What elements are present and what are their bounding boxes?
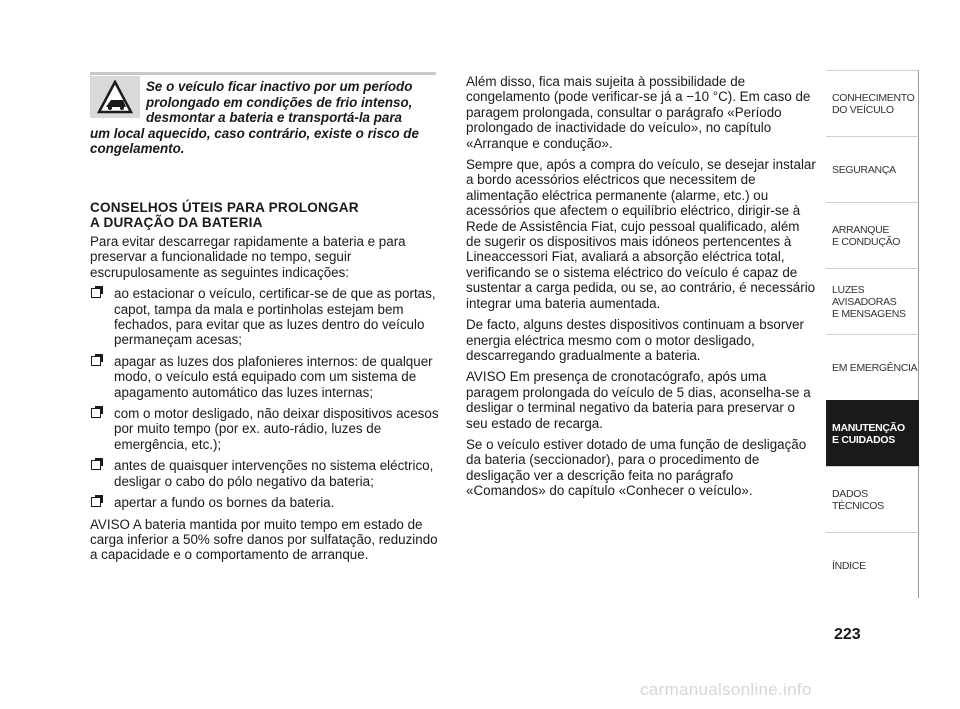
paragraph: Além disso, fica mais sujeita à possibilidade de congelamento (pode verificar-se já a −10 °C). Em caso de paragem prolongada, consultar o parágrafo «Período prolongado de inactividade do veículo», no capítulo «Arranque e condução». [466, 74, 811, 151]
heading-line-2: A DURAÇÃO DA BATERIA [90, 215, 263, 230]
list-item: ao estacionar o veículo, certificar-se de que as portas, capot, tampa da mala e portinholas estejam bem fechados, para evitar que as luzes dentro do veículo permaneçam acesas; [90, 286, 440, 348]
top-divider [90, 72, 436, 75]
section-heading [90, 200, 440, 230]
checkbox-bullet-icon [91, 497, 101, 507]
intro-paragraph: Para evitar descarregar rapidamente a bateria e para preservar a funcionalidade no tempo, seguir escrupulosamente as seguintes indicações: [90, 234, 406, 280]
paragraph: De facto, alguns destes dispositivos continuam a bsorver energia eléctrica mesmo com o motor desligado, descarregando gradualmente a bateria. [466, 317, 804, 363]
paragraph: AVISO Em presença de cronotacógrafo, após uma paragem prolongada do veículo de 5 dias, aconselha-se a desligar o terminal negativo da bateria para preservar o seu estado de recarga. [466, 369, 811, 431]
watermark: carmanualsonline.info [640, 680, 812, 699]
warning-text [90, 79, 440, 157]
tab-indice[interactable]: ÍNDICE [826, 532, 919, 598]
page-number: 223 [834, 626, 861, 643]
tab-luzes[interactable]: LUZES AVISADORAS E MENSAGENS [826, 268, 919, 334]
tab-manutencao[interactable]: MANUTENÇÃO E CUIDADOS [826, 400, 919, 466]
tab-dados[interactable]: DADOS TÉCNICOS [826, 466, 919, 532]
paragraph: Sempre que, após a compra do veículo, se desejar instalar a bordo acessórios eléctricos que necessitem de alimentação eléctrica permanente (alarme, etc.) ou acessórios que afectem o equilíbrio eléctrico, dirigir-se à Rede de Assistência Fiat, cujo pessoal qualificado, além de sugerir os dispositivos mais idóneos pertencentes à Lineaccessori Fiat, avaliará a absorção eléctrica total, verificando se o sistema eléctrico do veículo é capaz de sustentar a carga pedida, ou se, ao contrário, é necessário integrar uma bateria aumentada. [466, 157, 816, 311]
checkbox-bullet-icon [91, 460, 101, 470]
checkbox-bullet-icon [91, 288, 101, 298]
aviso-paragraph: AVISO A bateria mantida por muito tempo em estado de carga inferior a 50% sofre danos por sulfatação, reduzindo a capacidade e o comportamento de arranque. [90, 516, 438, 563]
warning-line-1: Se o veículo ficar inactivo por um período [146, 79, 413, 94]
tab-arranque[interactable]: ARRANQUE E CONDUÇÃO [826, 202, 919, 268]
tab-conhecimento[interactable]: CONHECIMENTO DO VEÍCULO [826, 70, 919, 136]
tips-list [90, 286, 440, 510]
heading-line-1: CONSELHOS ÚTEIS PARA PROLONGAR [90, 200, 359, 215]
list-item: com o motor desligado, não deixar dispositivos acesos por muito tempo (por ex. auto-rádio, luzes de emergência, etc.); [90, 406, 440, 452]
tab-emergencia[interactable]: EM EMERGÊNCIA [826, 334, 919, 400]
right-column [466, 74, 816, 505]
warning-line-3: desmontar a bateria e transportá-la para [146, 110, 402, 125]
checkbox-bullet-icon [91, 356, 101, 366]
list-item: antes de quaisquer intervenções no sistema eléctrico, desligar o cabo do pólo negativo da bateria; [90, 458, 440, 489]
checkbox-bullet-icon [91, 408, 101, 418]
warning-line-2: prolongado em condições de frio intenso, [146, 94, 413, 110]
list-item: apagar as luzes dos plafonieres internos: de qualquer modo, o veículo está equipado com um sistema de apagamento automático das luzes internas; [90, 354, 440, 400]
warning-rest: um local aquecido, caso contrário, existe o risco de congelamento. [90, 125, 419, 156]
list-item: apertar a fundo os bornes da bateria. [90, 495, 440, 510]
left-column [90, 200, 440, 569]
chapter-sidebar [826, 70, 919, 598]
paragraph: Se o veículo estiver dotado de uma função de desligação da bateria (seccionador), para o procedimento de desligação ver a descrição feita no parágrafo «Comandos» do capítulo «Conhecer o veículo». [466, 436, 807, 499]
tab-seguranca[interactable]: SEGURANÇA [826, 136, 919, 202]
